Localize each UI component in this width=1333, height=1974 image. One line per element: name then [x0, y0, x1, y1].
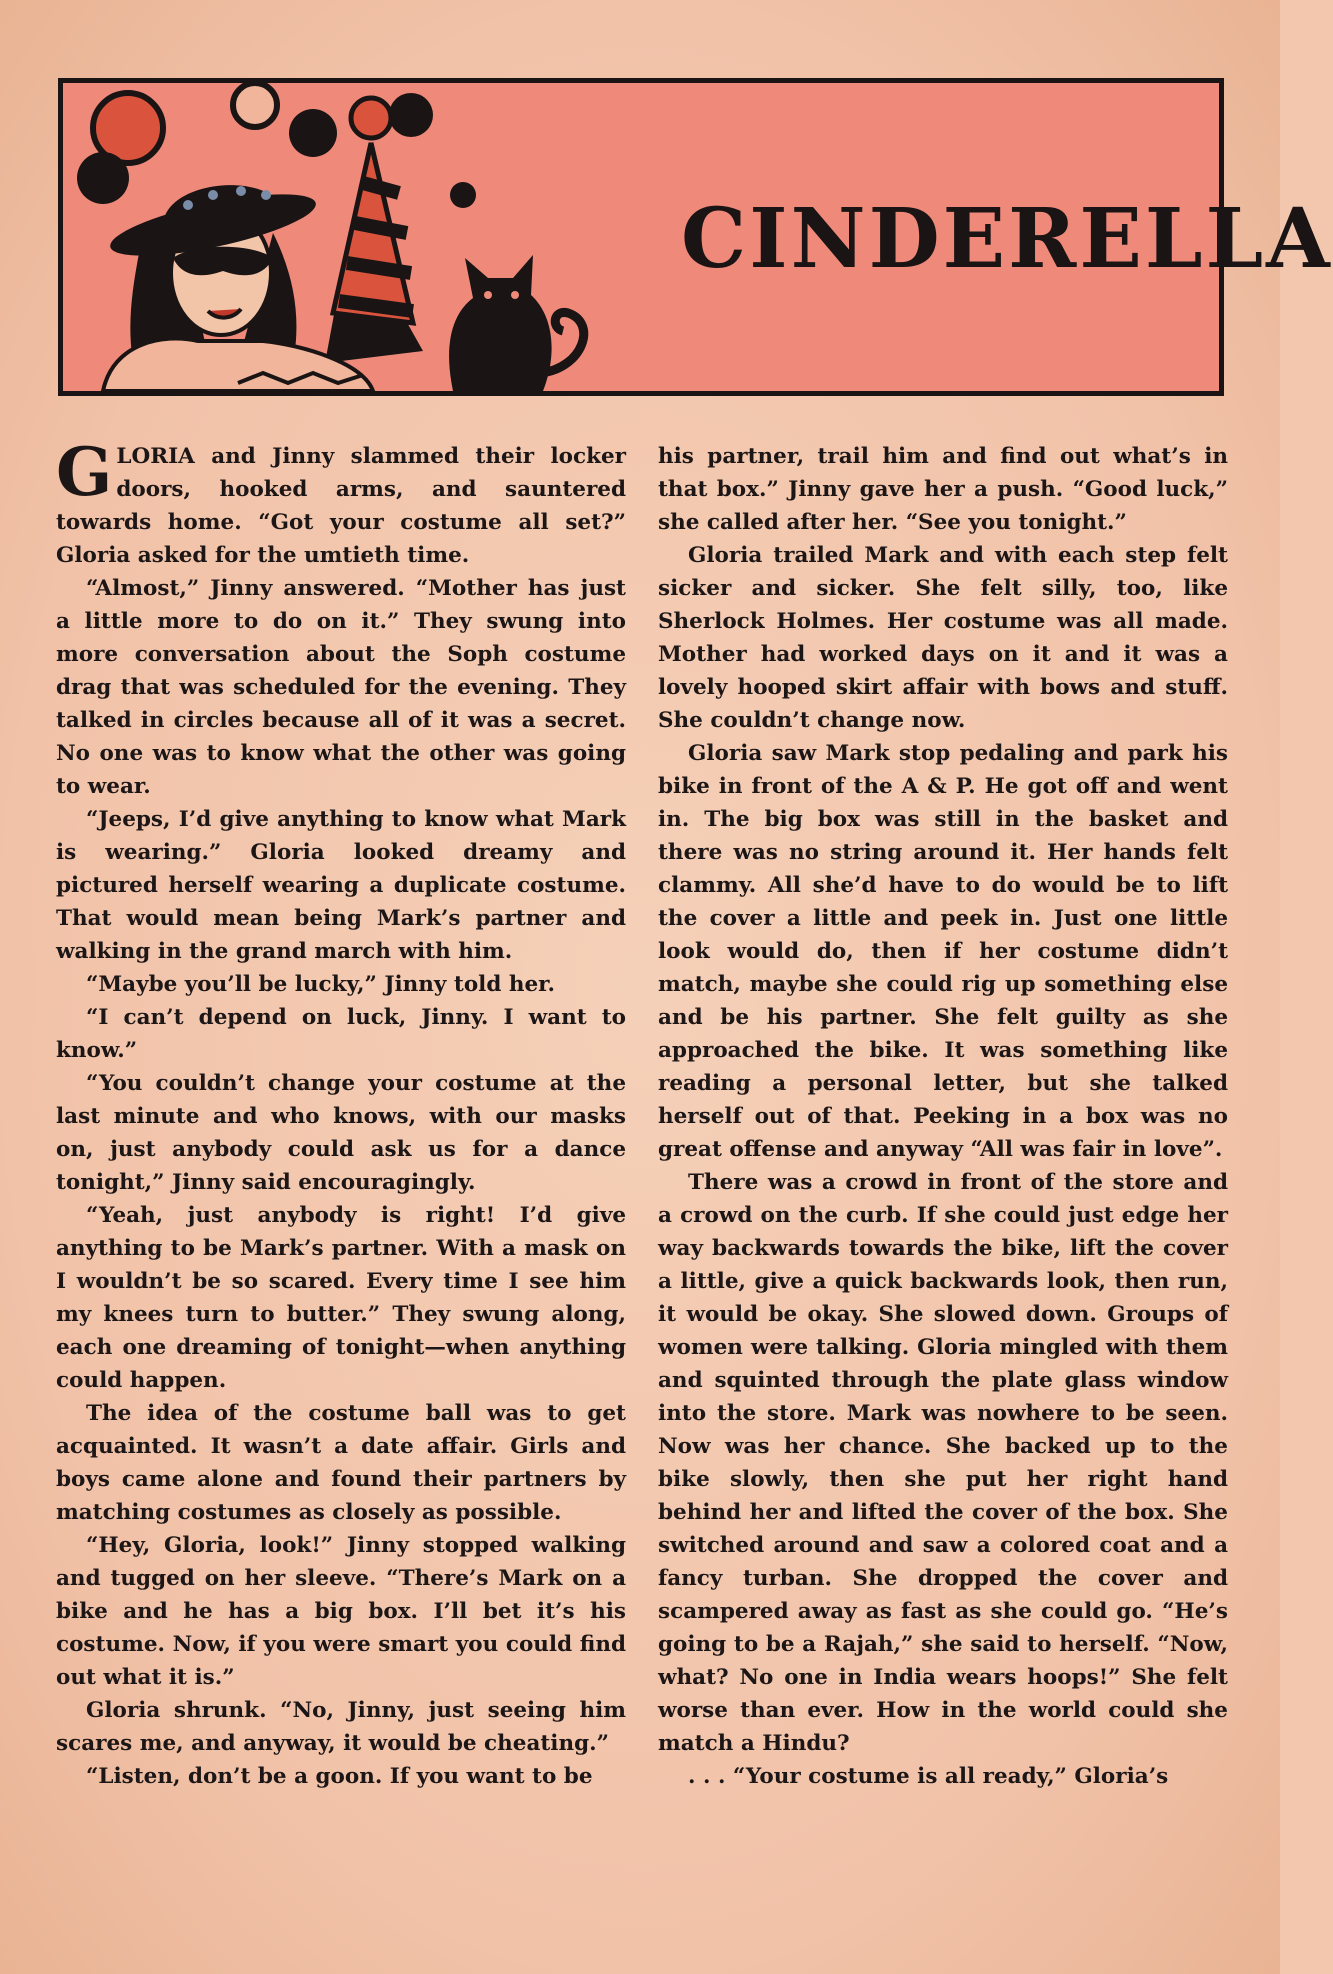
story-paragraph	[56, 433, 626, 572]
story-paragraph: Gloria saw Mark stop pedaling and park his bike in front of the A & P. He got off and went in. The big box was still in the basket and there was no string around it. Her hands felt clammy. All she’d have to do would be to lift the cover a little and peek in. Just one little look would do, then if her costume didn’t match, maybe she could rig up something else and be his partner. She felt guilty as she approached the bike. It was something like reading a personal letter, but she talked herself out of that. Peeking in a box was no great offense and anyway “All was fair in love”.	[658, 741, 1228, 1162]
paragraph-text: LORIA and Jinny slammed their locker doors, hooked arms, and sauntered towards home. “Got your costume all set?” Gloria asked for the umtieth time.	[56, 444, 626, 568]
story-paragraph: There was a crowd in front of the store and a crowd on the curb. If she could just edge her way backwards towards the bike, lift the cover a little, give a quick backwards look, then run, it would be okay. She slowed down. Groups of women were talking. Gloria mingled with them and squinted through the plate glass window into the store. Mark was nowhere to be seen. Now was her chance. She backed up to the bike slowly, then she put her right hand behind her and lifted the cover of the box. She switched around and saw a colored coat and a fancy turban. She dropped the cover and scampered away as fast as she could go. “He’s going to be a Rajah,” she said to herself. “Now, what? No one in India wears hoops!” She felt worse than ever. How in the world could she match a Hindu?	[658, 1170, 1228, 1756]
story-paragraph: The idea of the costume ball was to get acquainted. It wasn’t a date affair. Girls and boys came alone and found their partners by matching costumes as closely as possible.	[56, 1401, 626, 1525]
story-column-left	[56, 433, 626, 1940]
story-paragraph: “Hey, Gloria, look!” Jinny stopped walking and tugged on her sleeve. “There’s Mark on a bike and he has a big box. I’ll bet it’s his costume. Now, if you were smart you could find out what it is.”	[56, 1533, 626, 1690]
story-paragraph: Gloria shrunk. “No, Jinny, just seeing him scares me, and anyway, it would be cheating.”	[56, 1698, 626, 1756]
story-paragraph: “Yeah, just anybody is right! I’d give anything to be Mark’s partner. With a mask on I wouldn’t be so scared. Every time I see him my knees turn to butter.” They swung along, each one dreaming of tonight—when anything could happen.	[56, 1203, 626, 1393]
title-banner	[58, 78, 1333, 396]
drop-cap: G	[56, 433, 113, 511]
story-paragraph: “Maybe you’ll be lucky,” Jinny told her.	[86, 972, 556, 997]
story-paragraph: “You couldn’t change your costume at the last minute and who knows, with our masks on, just anybody could ask us for a dance tonight,” Jinny said encouragingly.	[56, 1071, 626, 1195]
story-paragraph: . . . “Your costume is all ready,” Gloria’s	[688, 1764, 1169, 1789]
story-paragraph: “I can’t depend on luck, Jinny. I want to know.”	[56, 1005, 626, 1063]
story-paragraph: “Almost,” Jinny answered. “Mother has just a little more to do on it.” They swung into more conversation about the Soph costume drag that was scheduled for the evening. They talked in circles because all of it was a secret. No one was to know what the other was going to wear.	[56, 576, 626, 799]
story-column-right	[658, 440, 1228, 1940]
story-paragraph: Gloria trailed Mark and with each step felt sicker and sicker. She felt silly, too, like Sherlock Holmes. Her costume was all made. Mother had worked days on it and it was a lovely hooped skirt affair with bows and stuff. She couldn’t change now.	[658, 543, 1228, 733]
story-title: CINDERELLA	[681, 191, 1333, 287]
story-paragraph: “Jeeps, I’d give anything to know what Mark is wearing.” Gloria looked dreamy and pictured herself wearing a duplicate costume. That would mean being Mark’s partner and walking in the grand march with him.	[56, 807, 626, 964]
story-paragraph: his partner, trail him and find out what’s in that box.” Jinny gave her a push. “Good luck,” she called after her. “See you tonight.”	[658, 444, 1228, 535]
story-paragraph: “Listen, don’t be a goon. If you want to be	[86, 1764, 593, 1789]
